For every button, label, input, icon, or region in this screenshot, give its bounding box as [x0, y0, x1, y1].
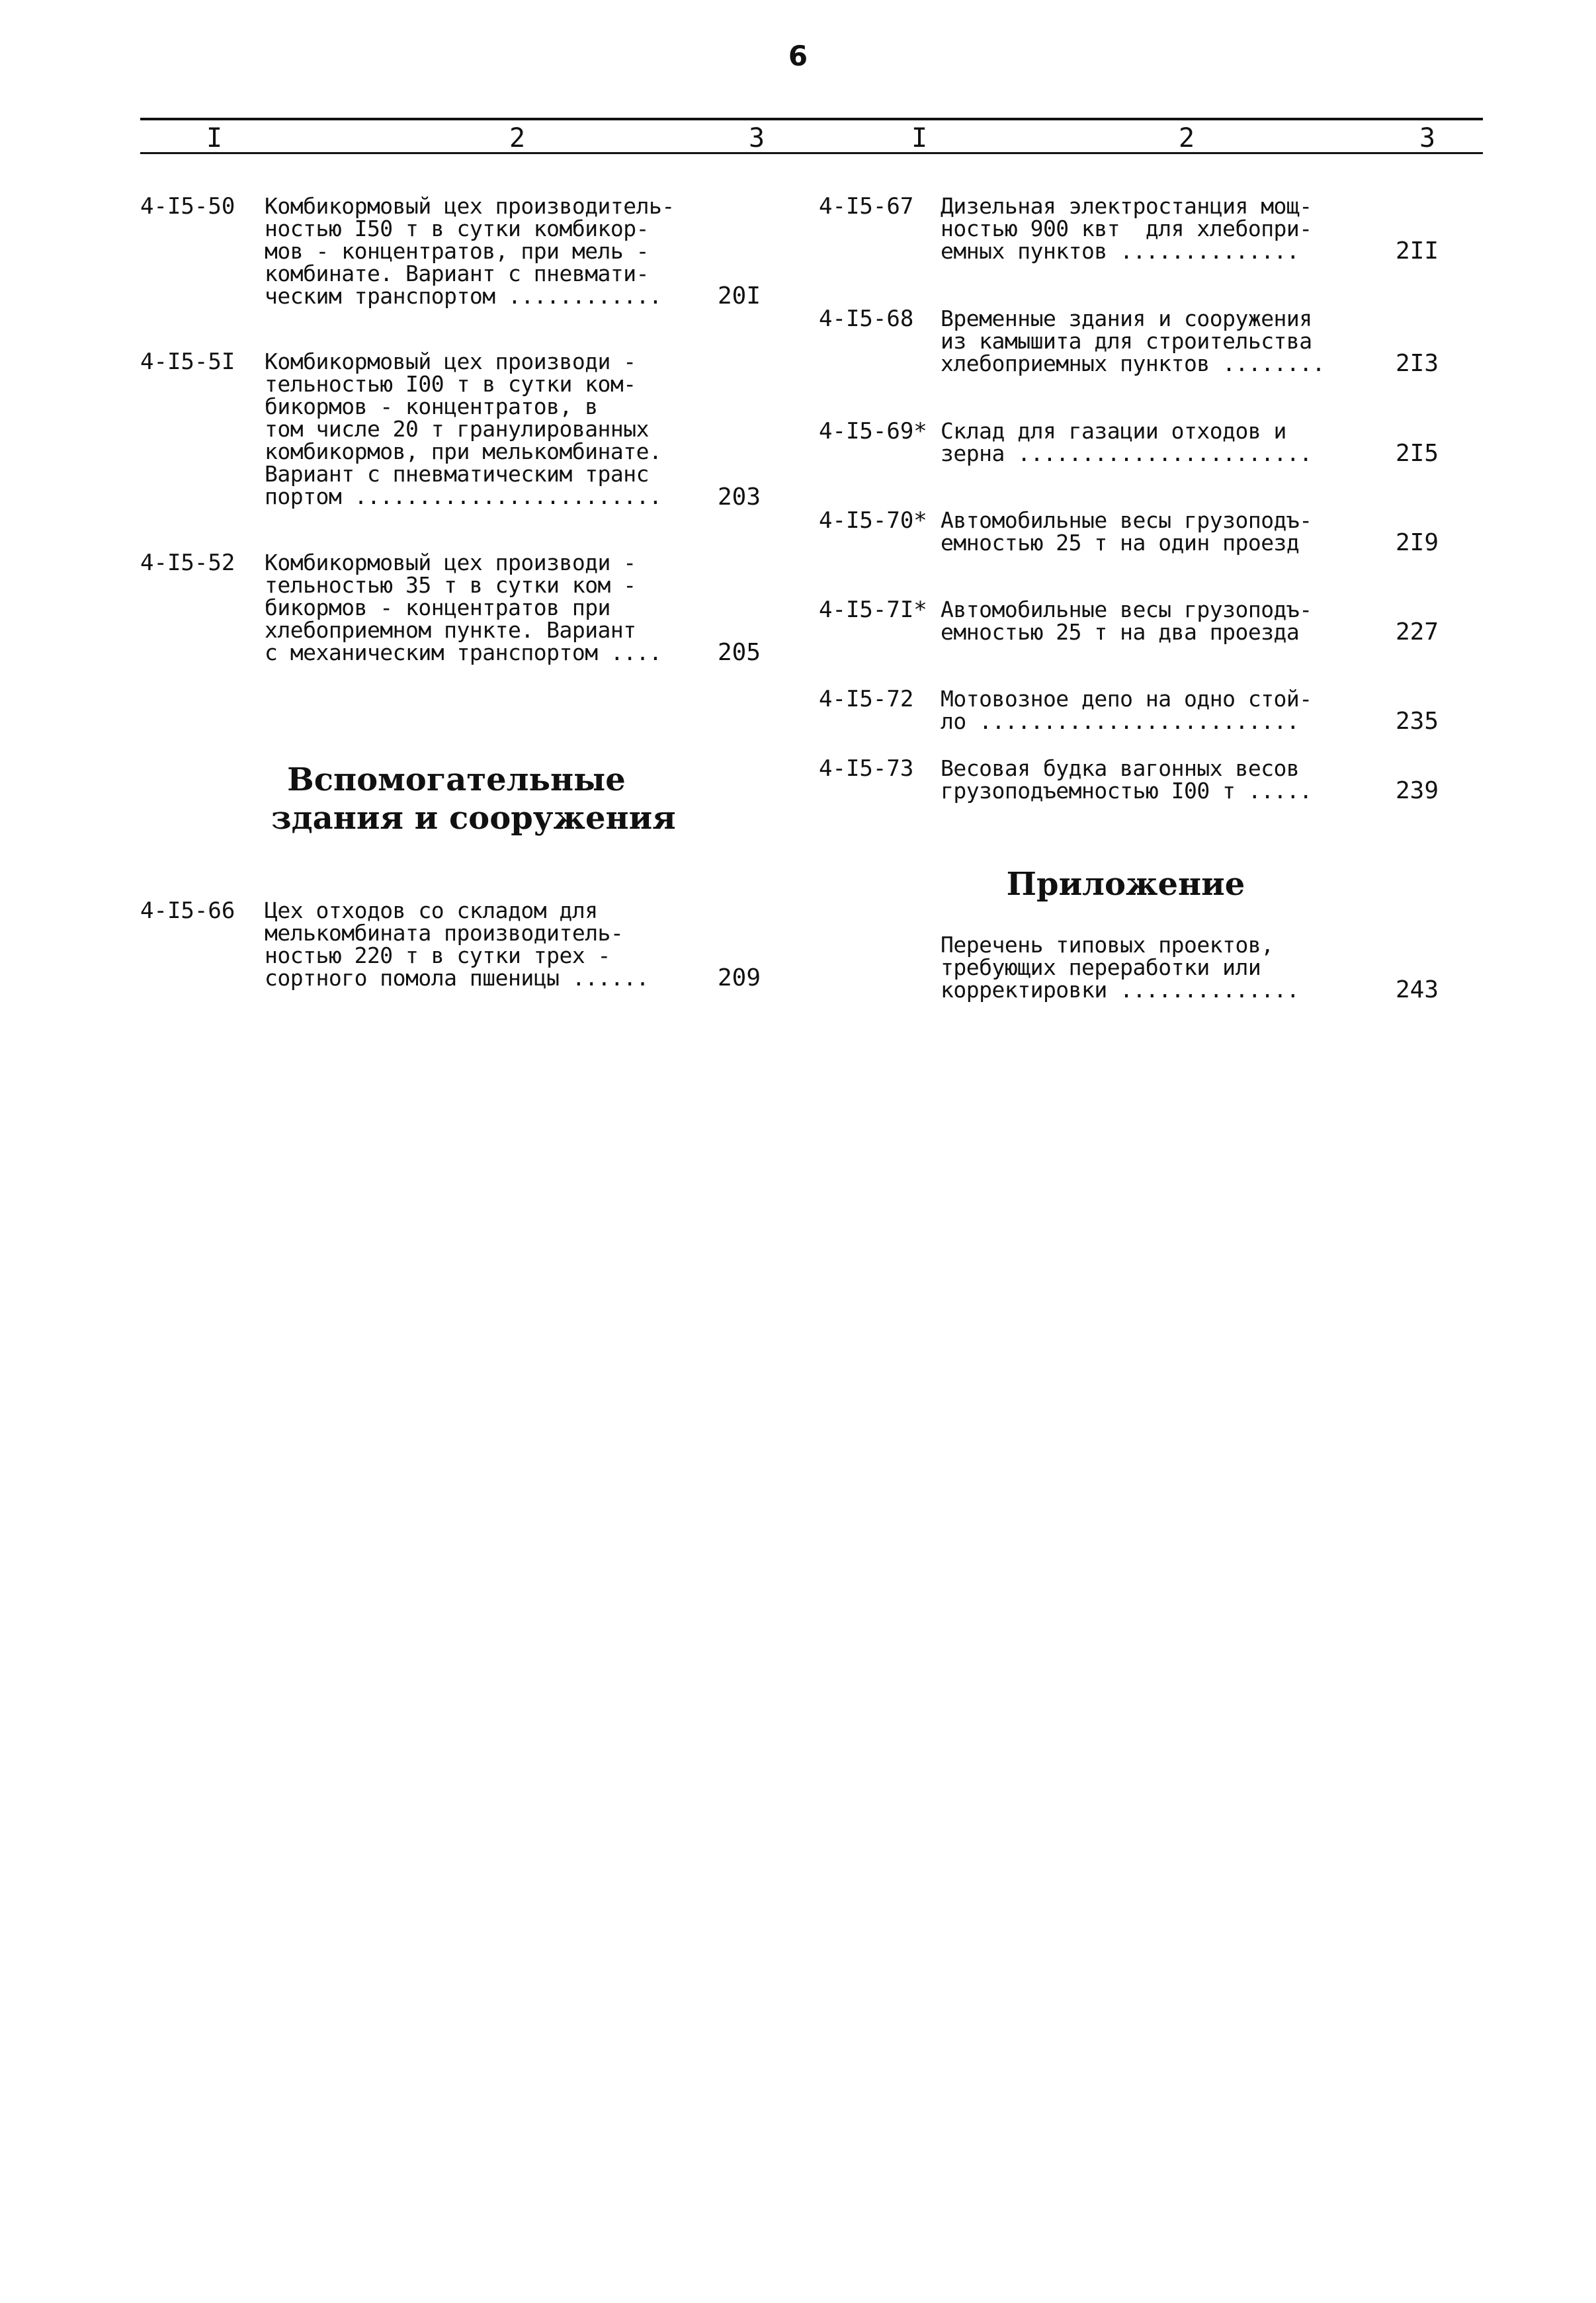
entry-page: 209 — [718, 964, 761, 991]
entry-code: 4-I5-69* — [819, 418, 927, 444]
entry-title: Мотовозное депо на одно стой- ло ......................... — [941, 686, 1312, 734]
header-top-rule — [140, 118, 1483, 120]
appendix-title: Перечень типовых проектов, требующих переработки или корректировки .............. — [941, 932, 1300, 1003]
entry-page: 205 — [718, 639, 761, 666]
entry-title: Комбикормовый цех производи - тельностью 35 т в сутки ком - бикормов - концентратов при хлебоприемном пункте. Вариант с механическим транспортом .... — [265, 550, 662, 665]
entry-page: 203 — [718, 483, 761, 511]
column-header-3: 3 — [749, 123, 765, 153]
entry-code: 4-I5-67 — [819, 193, 914, 220]
entry-title: Дизельная электростанция мощ- ностью 900 квт для хлебопри- емных пунктов .............. — [941, 193, 1312, 264]
entry-page: 235 — [1396, 708, 1439, 735]
page-number: 6 — [788, 40, 808, 72]
entry-code: 4-I5-66 — [140, 898, 235, 924]
section-heading-appendix: Приложение — [1006, 866, 1245, 903]
entry-page: 239 — [1396, 777, 1439, 804]
entry-code: 4-I5-50 — [140, 193, 235, 220]
column-header-1-right: I — [911, 123, 928, 153]
column-header-1: I — [206, 123, 223, 153]
column-header-2: 2 — [509, 123, 526, 153]
entry-page: 2I3 — [1396, 350, 1439, 377]
column-header-2-right: 2 — [1179, 123, 1195, 153]
entry-code: 4-I5-52 — [140, 550, 235, 576]
entry-page: 2I9 — [1396, 529, 1439, 556]
appendix-page: 243 — [1396, 976, 1439, 1003]
entry-code: 4-I5-73 — [819, 755, 914, 782]
entry-title: Весовая будка вагонных весов грузоподъемностью I00 т ..... — [941, 755, 1312, 804]
entry-title: Комбикормовый цех производи - тельностью I00 т в сутки ком- бикормов - концентратов, в том числе 20 т гранулированных комбикормов, при мелькомбинате. Вариант с пневматическим транс портом ........................ — [265, 349, 662, 509]
entry-page: 2I5 — [1396, 440, 1439, 467]
entry-title: Комбикормовый цех производитель- ностью I50 т в сутки комбикор- мов - концентратов, при мель - комбинате. Вариант с пневмати- ческим транспортом ............ — [265, 193, 675, 309]
entry-page: 2II — [1396, 237, 1439, 265]
entry-page: 20I — [718, 282, 761, 310]
entry-code: 4-I5-5I — [140, 349, 235, 375]
entry-title: Цех отходов со складом для мелькомбината производитель- ностью 220 т в сутки трех - сортного помола пшеницы ...... — [265, 898, 650, 991]
entry-title: Автомобильные весы грузоподъ- емностью 25 т на один проезд — [941, 507, 1312, 556]
section-heading-auxiliary: Вспомогательные здания и сооружения — [271, 761, 676, 837]
entry-code: 4-I5-7I* — [819, 597, 927, 623]
entry-code: 4-I5-70* — [819, 507, 927, 534]
entry-code: 4-I5-68 — [819, 306, 914, 332]
entry-title: Склад для газации отходов и зерна ....................... — [941, 418, 1312, 466]
header-bottom-rule — [140, 152, 1483, 154]
entry-code: 4-I5-72 — [819, 686, 914, 712]
entry-page: 227 — [1396, 618, 1439, 646]
column-header-3-right: 3 — [1419, 123, 1436, 153]
entry-title: Временные здания и сооружения из камышита для строительства хлебоприемных пунктов ........ — [941, 306, 1325, 376]
entry-title: Автомобильные весы грузоподъ- емностью 25 т на два проезда — [941, 597, 1312, 645]
